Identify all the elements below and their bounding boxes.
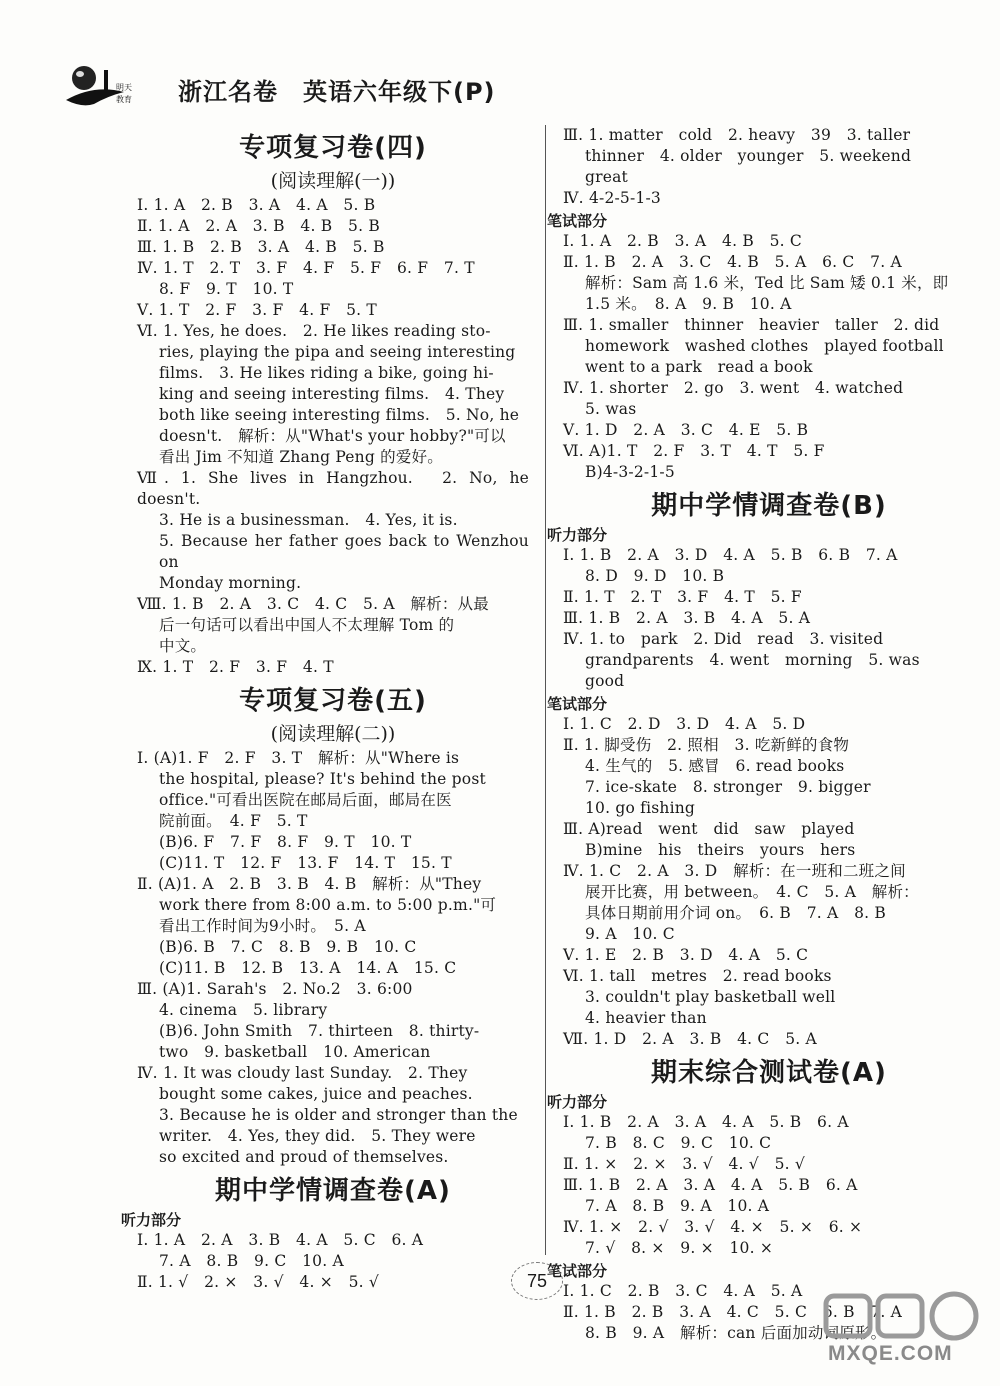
answer-line: 3. couldn't play basketball well [585,988,836,1006]
section-title: 专项复习卷(五) [239,686,427,716]
answer-line: 解析：Sam 高 1.6 米，Ted 比 Sam 矮 0.1 米，即 [585,274,949,292]
page-header [64,56,584,126]
answer-line: Ⅴ. 1. T 2. F 3. F 4. F 5. T [137,301,377,319]
answer-line: the hospital, please? It's behind the post [159,770,486,788]
answer-line: 9. A 10. C [585,925,675,943]
answer-line: homework washed clothes played football [585,337,944,355]
answer-line: Ⅳ. 1. It was cloudy last Sunday. 2. They [137,1064,468,1082]
answer-line: 1.5 米。 8. A 9. B 10. A [585,295,792,313]
answer-line: office."可看出医院在邮局后面，邮局在医 [159,791,452,809]
answer-line: so excited and proud of themselves. [159,1148,449,1166]
answer-line: Ⅱ. 1. 脚受伤 2. 照相 3. 吃新鲜的食物 [563,736,850,754]
part-label: 听力部分 [547,1093,608,1111]
part-label: 听力部分 [547,526,608,544]
answer-line: 10. go fishing [585,799,696,817]
column-divider [545,125,546,1255]
answer-line: bought some cakes, juice and peaches. [159,1085,473,1103]
answer-line: (B)6. F 7. F 8. F 9. T 10. T [159,833,412,851]
answer-line: thinner 4. older younger 5. weekend [585,147,912,165]
answer-line: (C)11. B 12. B 13. A 14. A 15. C [159,959,457,977]
answer-line: Ⅳ. 1. C 2. A 3. D 解析：在一班和二班之间 [563,862,906,880]
svg-text:明天: 明天 [116,83,132,92]
answer-line: Ⅳ. 1. × 2. √ 3. √ 4. × 5. × 6. × [563,1218,863,1236]
answer-line: two 9. basketball 10. American [159,1043,431,1061]
publisher-logo-icon [64,56,154,116]
answer-line: Ⅲ. 1. B 2. A 3. B 4. A 5. A [563,609,811,627]
left-column [121,125,535,1293]
answer-line: Ⅰ. (A)1. F 2. F 3. T 解析：从"Where is [137,749,460,767]
answer-line: 5. Because her father goes back to Wenzhou on [159,532,535,571]
answer-line: Ⅰ. 1. C 2. D 3. D 4. A 5. D [563,715,806,733]
answer-line: 具体日期前用介词 on。 6. B 7. A 8. B [585,904,887,922]
answer-line: 8. F 9. T 10. T [159,280,294,298]
answer-line: good [585,672,625,690]
answer-line: 4. 生气的 5. 感冒 6. read books [585,757,845,775]
answer-line: Ⅲ. 1. B 2. A 3. A 4. A 5. B 6. A [563,1176,858,1194]
answer-line: Ⅷ. 1. B 2. A 3. C 4. C 5. A 解析：从最 [137,595,489,613]
answer-line: 展开比赛，用 between。 4. C 5. A 解析： [585,883,919,901]
answer-line: 7. ice-skate 8. stronger 9. bigger [585,778,871,796]
answer-line: films. 3. He likes riding a bike, going hi- [159,364,494,382]
answer-line: 3. He is a businessman. 4. Yes, it is. [159,511,458,529]
answer-line: Ⅲ. 1. matter cold 2. heavy 39 3. taller [563,126,911,144]
answer-line: Ⅵ. 1. tall metres 2. read books [563,967,832,985]
answer-line: Ⅳ. 1. shorter 2. go 3. went 4. watched [563,379,904,397]
watermark-text: MXQE.COM [828,1342,953,1365]
answer-line: 看出工作时间为9小时。 5. A [159,917,366,935]
answer-line: (C)11. T 12. F 13. F 14. T 15. T [159,854,452,872]
answer-line: Ⅱ. (A)1. A 2. B 3. B 4. B 解析：从"They [137,875,482,893]
answer-line: Ⅴ. 1. E 2. B 3. D 4. A 5. C [563,946,809,964]
book-title: 浙江名卷 英语六年级下(P) [178,78,496,106]
watermark [820,1290,990,1380]
answer-line: Ⅳ. 1. T 2. T 3. F 4. F 5. F 6. F 7. T [137,259,475,277]
answer-line: 4. cinema 5. library [159,1001,328,1019]
section-subtitle: (阅读理解(二)) [270,723,396,745]
answer-line: Ⅰ. 1. A 2. B 3. A 4. B 5. C [563,232,802,250]
answer-line: 后一句话可以看出中国人不太理解 Tom 的 [159,616,455,634]
part-label: 听力部分 [121,1211,182,1229]
part-label: 笔试部分 [547,1262,608,1280]
answer-line: 8. B 9. A 解析：can 后面加动词原形。 [585,1324,887,1342]
answer-line: both like seeing interesting films. 5. No, he [159,406,520,424]
answer-line: Ⅸ. 1. T 2. F 3. F 4. T [137,658,334,676]
answer-line: Ⅱ. 1. B 2. B 3. A 4. C 5. C 6. B 7. A [563,1303,903,1321]
answer-line: 7. √ 8. × 9. × 10. × [585,1239,774,1257]
answer-line: (B)6. B 7. C 8. B 9. B 10. C [159,938,417,956]
section-title: 期中学情调查卷(A) [215,1176,451,1206]
answer-line: ries, playing the pipa and seeing interesting [159,343,516,361]
answer-line: Ⅱ. 1. × 2. × 3. √ 4. √ 5. √ [563,1155,805,1173]
answer-line: Ⅳ. 4-2-5-1-3 [563,189,661,207]
part-label: 笔试部分 [547,695,608,713]
answer-line: 8. D 9. D 10. B [585,567,725,585]
answer-line: Monday morning. [159,574,302,592]
answer-line: Ⅲ. (A)1. Sarah's 2. No.2 3. 6:00 [137,980,413,998]
section-title: 期中学情调查卷(B) [651,491,887,521]
answer-line: B)mine his theirs yours hers [585,841,856,859]
answer-line: 7. A 8. B 9. A 10. A [585,1197,770,1215]
answer-line: B)4-3-2-1-5 [585,463,675,481]
answer-line: Ⅲ. 1. B 2. B 3. A 4. B 5. B [137,238,385,256]
svg-text:教育: 教育 [116,95,132,104]
section-title: 专项复习卷(四) [239,133,427,163]
answer-line: Ⅰ. 1. A 2. B 3. A 4. A 5. B [137,196,376,214]
answer-line: Ⅳ. 1. to park 2. Did read 3. visited [563,630,884,648]
answer-line: Ⅵ. A)1. T 2. F 3. T 4. T 5. F [563,442,825,460]
answer-line: Ⅰ. 1. B 2. A 3. D 4. A 5. B 6. B 7. A [563,546,898,564]
answer-line: Ⅲ. A)read went did saw played [563,820,855,838]
answer-line: 7. B 8. C 9. C 10. C [585,1134,772,1152]
answer-line: Ⅱ. 1. A 2. A 3. B 4. B 5. B [137,217,380,235]
page-number-badge [511,1262,563,1300]
answer-line: 看出 Jim 不知道 Zhang Peng 的爱好。 [159,448,443,466]
answer-line: went to a park read a book [585,358,813,376]
answer-line: Ⅱ. 1. B 2. A 3. C 4. B 5. A 6. C 7. A [563,253,902,271]
answer-line: doesn't. 解析：从"What's your hobby?"可以 [159,427,506,445]
answer-line: 3. Because he is older and stronger than the [159,1106,518,1124]
answer-line: Ⅰ. 1. C 2. B 3. C 4. A 5. A [563,1282,803,1300]
answer-line: Ⅱ. 1. T 2. T 3. F 4. T 5. F [563,588,802,606]
right-column [547,125,975,1344]
answer-line: writer. 4. Yes, they did. 5. They were [159,1127,476,1145]
answer-line: 院前面。 4. F 5. T [159,812,308,830]
answer-line: king and seeing interesting films. 4. They [159,385,505,403]
answer-line: work there from 8:00 a.m. to 5:00 p.m."可 [159,896,497,914]
answer-line: grandparents 4. went morning 5. was [585,651,920,669]
answer-line: Ⅱ. 1. √ 2. × 3. √ 4. × 5. √ [137,1273,379,1291]
section-subtitle: (阅读理解(一)) [270,170,396,192]
part-label: 笔试部分 [547,212,608,230]
answer-line: 5. was [585,400,637,418]
answer-line: great [585,168,628,186]
answer-line: Ⅰ. 1. A 2. A 3. B 4. A 5. C 6. A [137,1231,424,1249]
answer-line: Ⅵ. 1. Yes, he does. 2. He likes reading sto- [137,322,491,340]
answer-line: Ⅴ. 1. D 2. A 3. C 4. E 5. B [563,421,809,439]
section-title: 期末综合测试卷(A) [651,1058,887,1088]
watermark-logo-icon [820,1290,990,1350]
answer-line: 4. heavier than [585,1009,707,1027]
answer-line: (B)6. John Smith 7. thirteen 8. thirty- [159,1022,480,1040]
page-number: 75 [526,1271,548,1291]
answer-line: 中文。 [159,637,207,655]
answer-line: 7. A 8. B 9. C 10. A [159,1252,344,1270]
answer-line: Ⅶ. 1. D 2. A 3. B 4. C 5. A [563,1030,817,1048]
answer-line: Ⅶ. 1. She lives in Hangzhou. 2. No, he doesn't. [137,469,535,508]
answer-line: Ⅲ. 1. smaller thinner heavier taller 2. did [563,316,940,334]
answer-line: Ⅰ. 1. B 2. A 3. A 4. A 5. B 6. A [563,1113,849,1131]
